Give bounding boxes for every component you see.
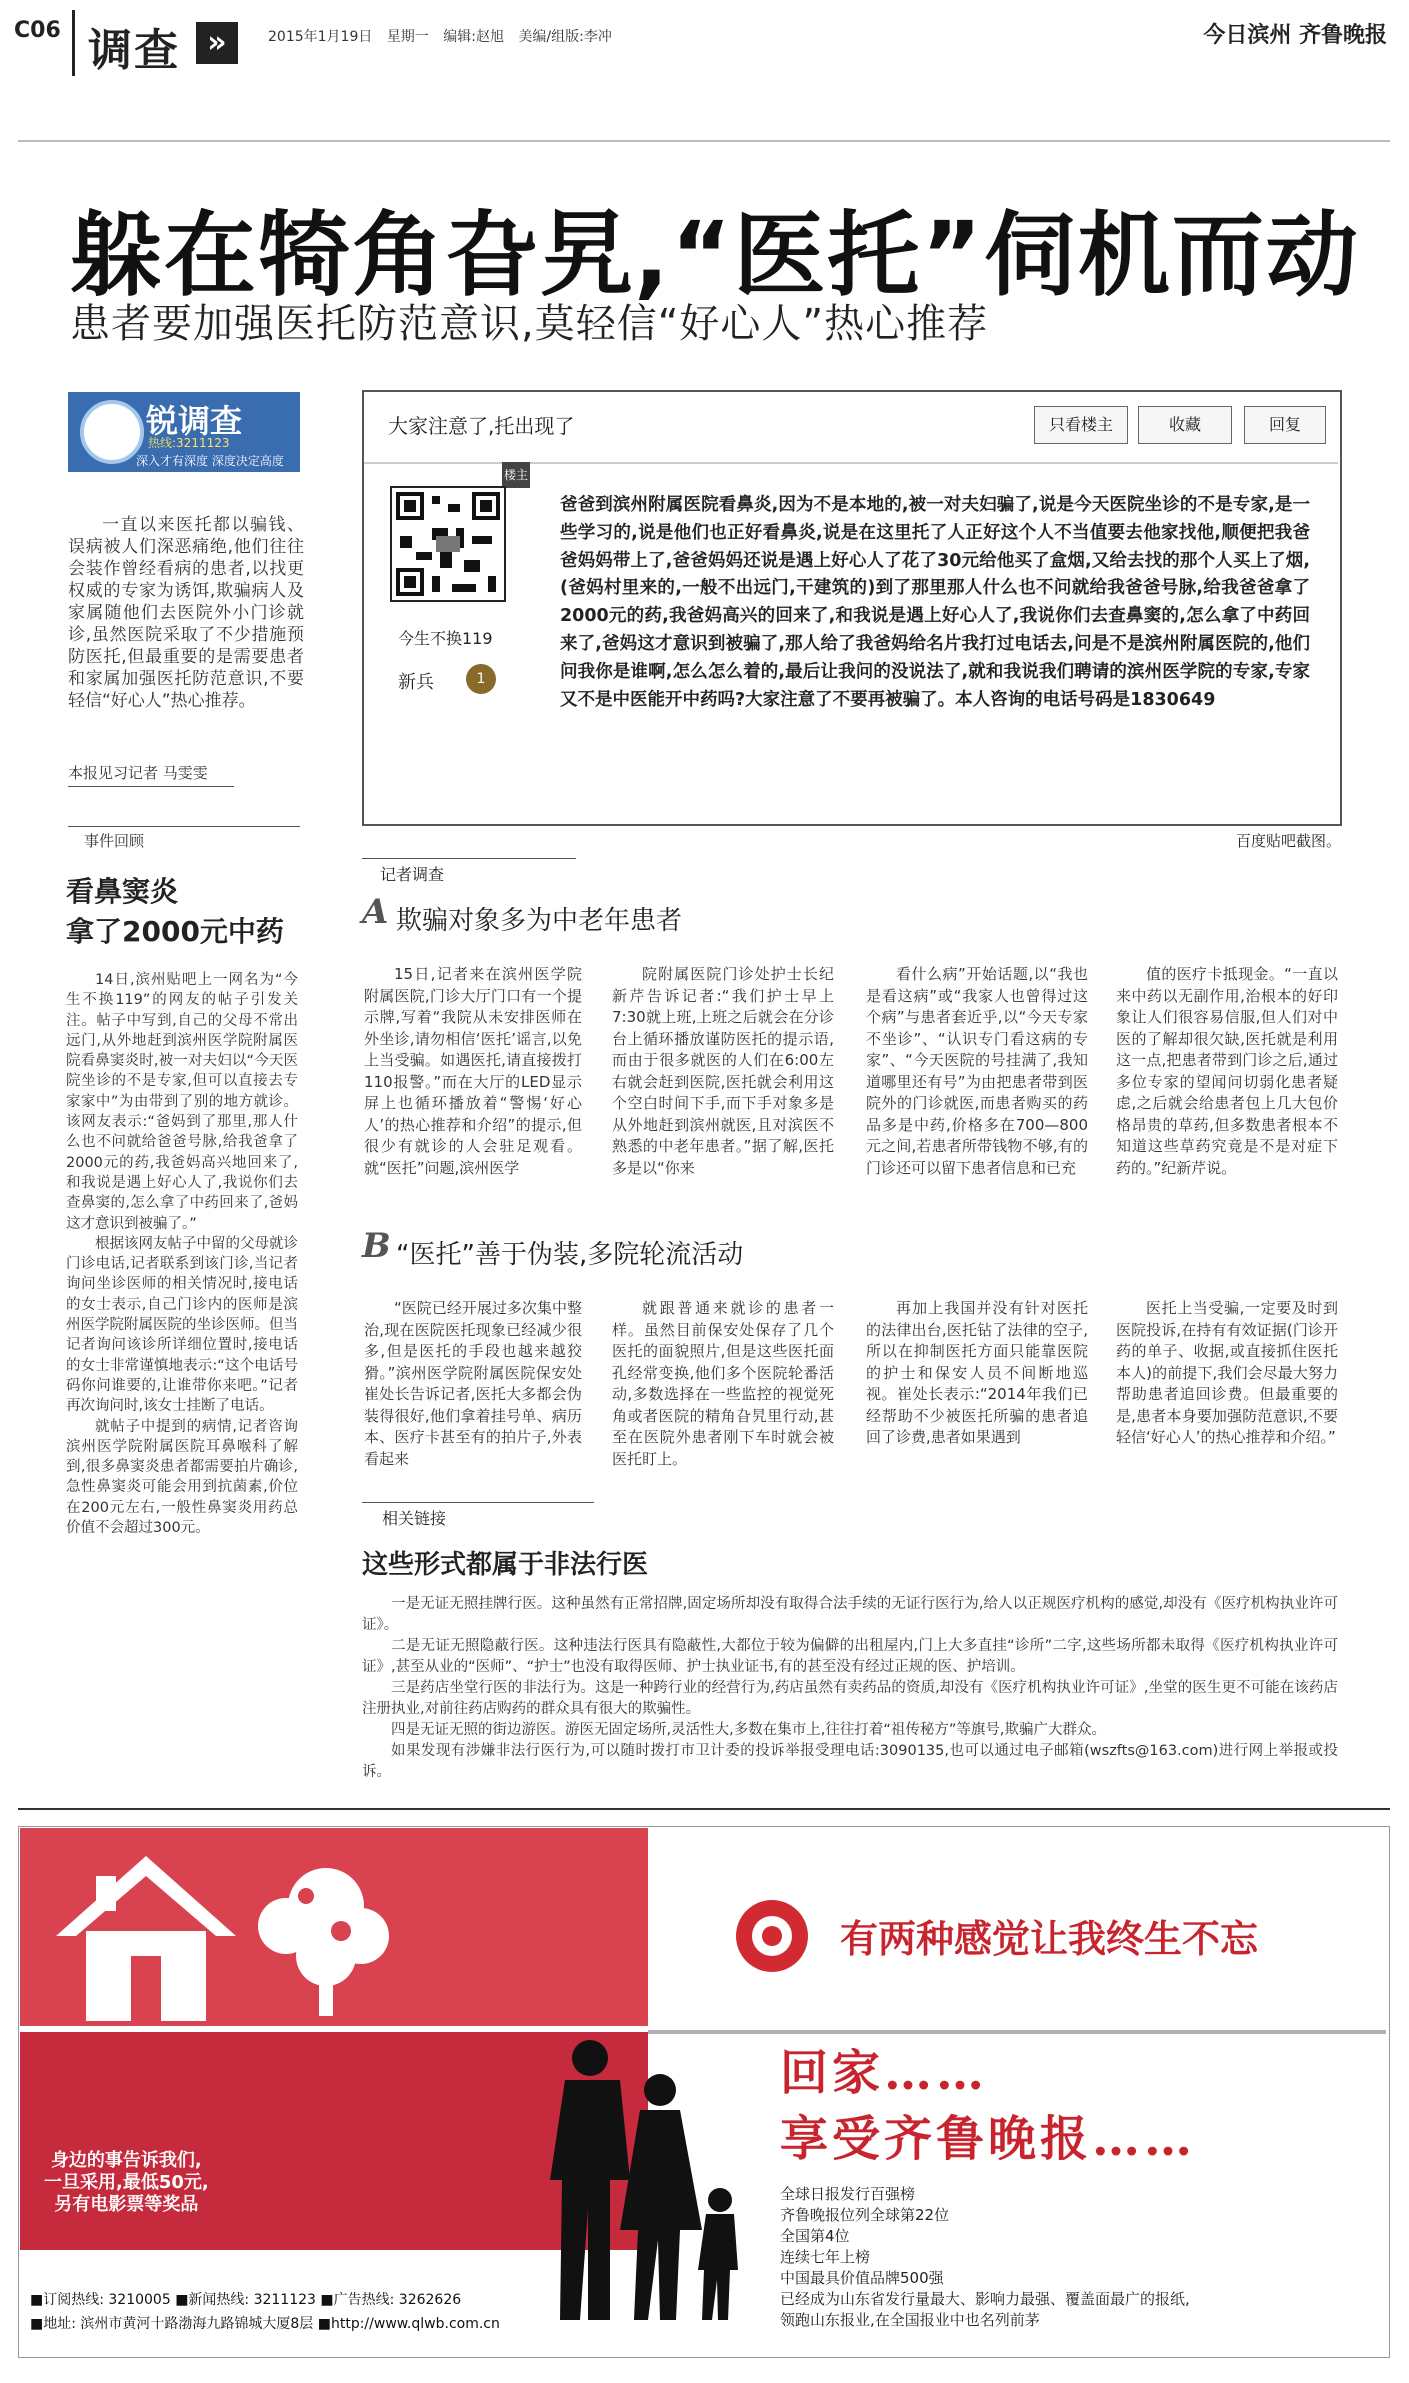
paragraph: 看什么病”开始话题,以“我也是看这病”或“我家人也曾得过这个病”与患者套近乎,以“今天专家不坐诊”、“认识专门看这病的专家”、“今天医院的号挂满了,我知道哪里还有号”为由把患者带到医院外的门诊就医,而患者购买的药品多是中药,价格多在700—800元之间,若患者所带钱物不够,有的门诊还可以留下患者信息和已充 bbox=[866, 965, 1088, 1177]
section-title: 调查 bbox=[88, 25, 180, 76]
section-a-column bbox=[612, 964, 834, 1179]
paper-name: 今日滨州 齐鲁晚报 bbox=[1203, 22, 1387, 48]
paragraph: 如果发现有涉嫌非法行医行为,可以随时拨打市卫计委的投诉举报受理电话:3090135,也可以通过电子邮箱(wszfts@163.com)进行网上举报或投诉。 bbox=[362, 1743, 1338, 1780]
section-b-column bbox=[1116, 1298, 1338, 1449]
column-logo-slogan: 深入才有深度 深度决定高度 bbox=[136, 454, 284, 468]
ad-honor-item: 齐鲁晚报位列全球第22位 bbox=[780, 2206, 950, 2224]
section-b-title: “医托”善于伪装,多院轮流活动 bbox=[396, 1240, 744, 1270]
ad-enjoy-text: 享受齐鲁晚报…… bbox=[780, 2111, 1197, 2167]
qr-code-icon[interactable] bbox=[390, 486, 506, 602]
paragraph: 三是药店坐堂行医的非法行为。这是一种跨行业的经营行为,药店虽然有卖药品的资质,却没有《医疗机构执业许可证》,坐堂的医生更不可能在该药店注册执业,对前往药店购药的群众具有很大的欺骗性。 bbox=[362, 1680, 1338, 1717]
section-b-column bbox=[866, 1298, 1088, 1449]
image-caption: 百度贴吧截图。 bbox=[1235, 832, 1341, 850]
newspaper-logo-core bbox=[762, 1926, 782, 1946]
paragraph: 值的医疗卡抵现金。“一直以来中药以无副作用,治根本的好印象让人们很容易信服,但人们对中医的了解却很欠缺,医托就是利用这一点,把患者带到门诊之后,通过多位专家的望闻问切弱化患者疑虑,之后就会给患者包上几大包价格昂贵的草药,但多数患者根本不知道这些草药究竟是不是对症下药的。”纪新芹说。 bbox=[1116, 965, 1338, 1177]
ad-honor-item: 全国第4位 bbox=[780, 2227, 850, 2245]
magnifier-icon bbox=[80, 400, 144, 464]
page-number: C06 bbox=[14, 18, 61, 43]
level-badge-icon: 1 bbox=[466, 664, 496, 694]
op-ribbon: 楼主 bbox=[502, 462, 530, 488]
investigation-rule bbox=[362, 858, 576, 859]
ad-honor-item: 中国最具价值品牌500强 bbox=[780, 2269, 944, 2287]
ad-story-line: 另有电影票等奖品 bbox=[54, 2194, 199, 2215]
paragraph: 二是无证无照隐蔽行医。这种违法行医具有隐蔽性,大都位于较为偏僻的出租屋内,门上大多直挂“诊所”二字,这些场所都未取得《医疗机构执业许可证》,甚至从业的“医师”、“护士”也没有取得医师、护士执业证书,有的甚至没有经过正规的医、护培训。 bbox=[362, 1638, 1338, 1675]
paragraph: 就帖子中提到的病情,记者咨询滨州医学院附属医院耳鼻喉科了解到,很多鼻窦炎患者都需要拍片确诊,急性鼻窦炎可能会用到抗菌素,价位在200元左右,一般性鼻窦炎用药总价值不会超过300元。 bbox=[66, 1418, 298, 1537]
ad-honor-item: 领跑山东报业,在全国报业中也名列前茅 bbox=[780, 2311, 1040, 2329]
paragraph: 就跟普通来就诊的患者一样。虽然目前保安处保存了几个医托的面貌照片,但是这些医托面孔经常变换,他们多个医院轮番活动,多数选择在一些监控的视觉死角或者医院的精角旮旯里行动,甚至在医院外患者刚下车时就会被医托盯上。 bbox=[612, 1299, 834, 1468]
byline-underline bbox=[68, 786, 234, 787]
section-a-column bbox=[866, 964, 1088, 1179]
event-label-rule bbox=[68, 826, 300, 827]
paragraph: 一是无证无照挂牌行医。这种虽然有正常招牌,固定场所却没有取得合法手续的无证行医行为,给人以正规医疗机构的感觉,却没有《医疗机构执业许可证》。 bbox=[362, 1596, 1338, 1633]
related-rule bbox=[362, 1502, 594, 1503]
ad-story-line: 一旦采用,最低50元, bbox=[44, 2172, 209, 2193]
only-op-button[interactable]: 只看楼主 bbox=[1034, 406, 1128, 444]
event-title-line: 拿了2000元中药 bbox=[66, 915, 284, 948]
section-a-column bbox=[364, 964, 582, 1179]
ad-honor-item: 已经成为山东省发行量最大、影响力最强、覆盖面最广的报纸, bbox=[780, 2290, 1190, 2308]
ad-contact-line[interactable]: ■地址: 滨州市黄河十路渤海九路锦城大厦8层 ■http://www.qlwb.com.cn bbox=[30, 2316, 500, 2332]
section-b-letter: B bbox=[362, 1226, 391, 1266]
forum-topic-title: 大家注意了,托出现了 bbox=[388, 414, 575, 438]
event-label: 事件回顾 bbox=[84, 832, 145, 850]
subheadline: 患者要加强医托防范意识,莫轻信“好心人”热心推荐 bbox=[70, 301, 989, 347]
forum-username[interactable]: 今生不换119 bbox=[398, 629, 493, 648]
forum-rank: 新兵 bbox=[398, 672, 434, 693]
related-title: 这些形式都属于非法行医 bbox=[362, 1550, 649, 1580]
section-b-column bbox=[612, 1298, 834, 1470]
section-a-title: 欺骗对象多为中老年患者 bbox=[396, 906, 683, 936]
event-title-line: 看鼻窦炎 bbox=[66, 875, 179, 908]
ad-slogan: 有两种感觉让我终生不忘 bbox=[840, 1917, 1259, 1961]
ad-honors bbox=[780, 2184, 1190, 2331]
investigation-label: 记者调查 bbox=[380, 865, 445, 884]
ad-story-text bbox=[44, 2150, 209, 2216]
event-body bbox=[66, 970, 298, 1538]
column-logo-hotline: 热线:3211123 bbox=[148, 436, 230, 450]
paragraph: 医托上当受骗,一定要及时到医院投诉,在持有有效证据(门诊开药的单子、收据,或直接抓住医托本人)的前提下,我们会尽最大努力帮助患者追回诊费。但最重要的是,患者本身要加强防范意识,不要轻信‘好心人’的热心推荐和介绍。” bbox=[1116, 1299, 1338, 1446]
paragraph: 院附属医院门诊处护士长纪新芹告诉记者:“我们护士早上7:30就上班,上班之后就会在分诊台上循环播放谨防医托的提示语,而由于很多就医的人们在6:00左右就会赶到医院,医托就会利用这个空白时间下手,而下手对象多是从外地赶到滨州就医,且对滨医不熟悉的中老年患者。”据了解,医托多是以“你来 bbox=[612, 965, 834, 1177]
paragraph: “医院已经开展过多次集中整治,现在医院医托现象已经减少很多,但是医托的手段也越来越狡猾。”滨州医学院附属医院保安处崔处长告诉记者,医托大多都会伪装得很好,他们拿着挂号单、病历本、医疗卡甚至有的拍片子,外表看起来 bbox=[364, 1299, 582, 1468]
section-arrow-icon: » bbox=[196, 22, 238, 64]
ad-story-line: 身边的事告诉我们, bbox=[50, 2150, 202, 2171]
house-tree-icon bbox=[36, 1836, 416, 2026]
ad-top-rule bbox=[18, 1808, 1390, 1810]
headline: 躲在犄角旮旯,“医托”伺机而动 bbox=[70, 202, 1360, 309]
issue-meta: 2015年1月19日 星期一 编辑:赵旭 美编/组版:李冲 bbox=[268, 29, 612, 45]
related-body bbox=[362, 1594, 1338, 1783]
section-a-letter: A bbox=[362, 892, 389, 932]
ad-home-text: 回家…… bbox=[780, 2045, 989, 2101]
byline: 本报见习记者 马雯雯 bbox=[68, 764, 208, 782]
ad-honor-item: 连续七年上榜 bbox=[780, 2248, 871, 2266]
family-silhouette-icon bbox=[470, 2030, 790, 2330]
forum-post-body: 爸爸到滨州附属医院看鼻炎,因为不是本地的,被一对夫妇骗了,说是今天医院坐诊的不是专家,是一些学习的,说是他们也正好看鼻炎,说是在这里托了人正好这个人不当值要去他家找他,顺便把我爸爸妈妈带上了,爸爸妈妈还说是遇上好心人了花了30元给他买了盒烟,又给去找的那个人买上了烟,(爸妈村里来的,一般不出远门,干建筑的)到了那里那人什么也不问就给我爸爸号脉,给我爸爸拿了2000元的药,我爸妈高兴的回来了,和我说是遇上好心人了,我说你们去查鼻窦的,怎么拿了中药回来了,爸妈这才意识到被骗了,那人给了我爸妈给名片我打过电话去,问是不是滨州附属医院的,他们问我你是谁啊,怎么怎么着的,最后让我问的没说法了,就和我说我们聘请的滨州医学院的专家,专家又不是中医能开中药吗?大家注意了不要再被骗了。本人咨询的电话号码是1830649 bbox=[560, 495, 1310, 710]
favorite-button[interactable]: 收藏 bbox=[1138, 406, 1232, 444]
event-title bbox=[66, 872, 306, 952]
paragraph: 再加上我国并没有针对医托的法律出台,医托钻了法律的空子,所以在抑制医托方面只能靠医院的护士和保安人员不间断地巡视。崔处长表示:“2014年我们已经帮助不少被医托所骗的患者追回了诊费,患者如果遇到 bbox=[866, 1299, 1088, 1446]
section-b-column bbox=[364, 1298, 582, 1470]
article-intro: 一直以来医托都以骗钱、误病被人们深恶痛绝,他们往往会装作曾经看病的患者,以找更权威的专家为诱饵,欺骗病人及家属随他们去医院外小门诊就诊,虽然医院采取了不少措施预防医托,但最重要的是需要患者和家属加强医托防范意识,不要轻信“好心人”热心推荐。 bbox=[68, 515, 304, 711]
related-label: 相关链接 bbox=[382, 1509, 447, 1528]
section-a-column bbox=[1116, 964, 1338, 1179]
paragraph: 15日,记者来在滨州医学院附属医院,门诊大厅门口有一个提示牌,写着“我院从未安排医师在外坐诊,请勿相信‘医托’谣言,以免上当受骗。如遇医托,请直接拨打110报警。”而在大厅的LED显示屏上也循环播放着“警惕‘好心人’的热心推荐和介绍”的提示,但很少有就诊的人会驻足观看。就“医托”问题,滨州医学 bbox=[364, 965, 582, 1177]
paragraph: 四是无证无照的街边游医。游医无固定场所,灵活性大,多数在集市上,往往打着“祖传秘方”等旗号,欺骗广大群众。 bbox=[391, 1722, 1106, 1738]
reply-button[interactable]: 回复 bbox=[1244, 406, 1326, 444]
qr-pattern bbox=[392, 488, 504, 600]
ad-contact-line: ■订阅热线: 3210005 ■新闻热线: 3211123 ■广告热线: 3262626 bbox=[30, 2292, 462, 2308]
paragraph: 根据该网友帖子中留的父母就诊门诊电话,记者联系到该门诊,当记者询问坐诊医师的相关情况时,接电话的女士表示,自己门诊内的医师是滨州医学院附属医院的坐诊医师。但当记者询问该诊所详细位置时,接电话的女士非常谨慎地表示:“这个电话号码你问谁要的,让谁带你来吧。”记者再次询问时,该女士挂断了电话。 bbox=[66, 1235, 298, 1415]
paragraph: 14日,滨州贴吧上一网名为“今生不换119”的网友的帖子引发关注。帖子中写到,自己的父母不常出远门,从外地赶到滨州医学院附属医院看鼻窦炎时,被一对夫妇以“今天医院坐诊的不是专家,但可以直接去专家家中”为由带到了别的地方就诊。该网友表示:“爸妈到了那里,那人什么也不问就给爸爸号脉,给我爸拿了2000元的药,我爸妈高兴地回来了,和我说是遇上好心人了,我说你们去查鼻窦的,怎么拿了中药回来了,爸妈这才意识到被骗了。” bbox=[66, 972, 298, 1232]
column-logo-title: 锐调查 bbox=[146, 402, 243, 440]
ad-honor-item: 全球日报发行百强榜 bbox=[780, 2185, 916, 2203]
header-divider bbox=[18, 140, 1390, 142]
ad-footer bbox=[30, 2288, 500, 2336]
